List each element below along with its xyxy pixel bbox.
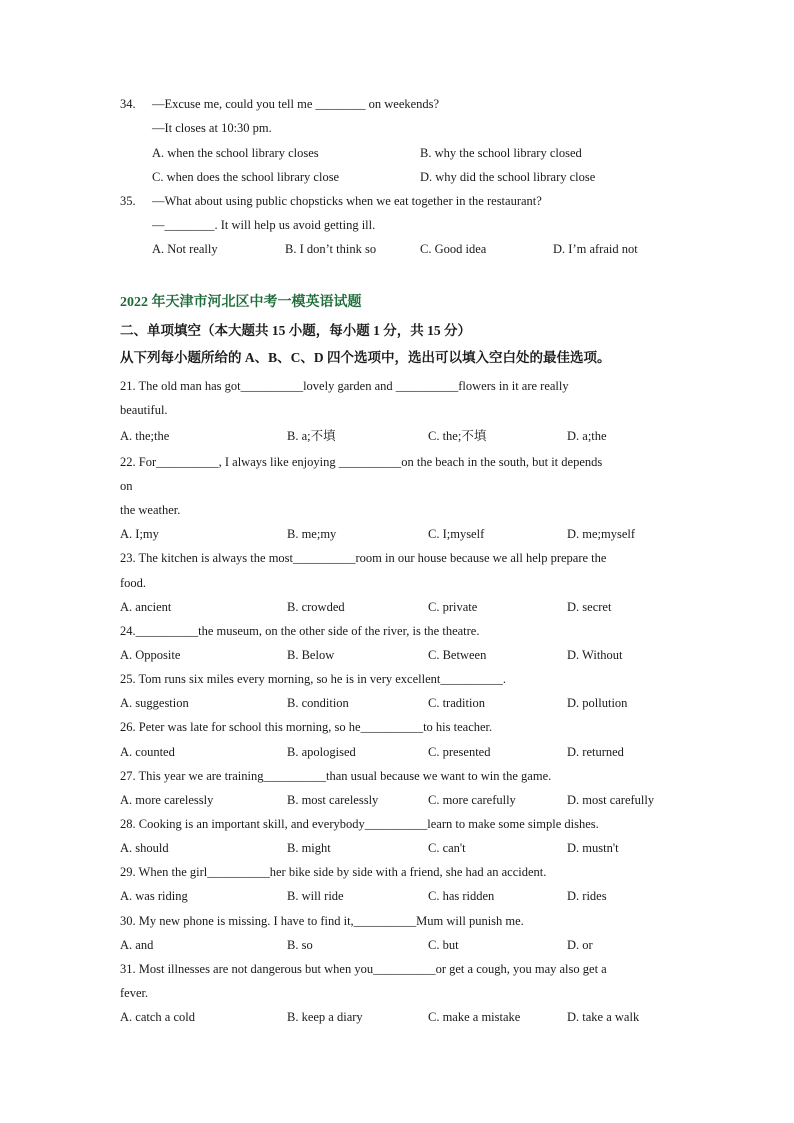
q35-line1: —What about using public chopsticks when we eat together in the restaurant? <box>152 194 542 208</box>
q26-line1: 26. Peter was late for school this morning, so he__________to his teacher. <box>120 720 493 734</box>
q35-option-c: C. Good idea <box>420 242 487 256</box>
q25-option-a: A. suggestion <box>120 696 189 710</box>
q28-option-d: D. mustn't <box>567 841 619 855</box>
q26-option-c: C. presented <box>428 745 491 759</box>
q31-option-c: C. make a mistake <box>428 1010 521 1024</box>
q25-option-c: C. tradition <box>428 696 485 710</box>
q23-option-d: D. secret <box>567 600 612 614</box>
q27-option-b: B. most carelessly <box>287 793 379 807</box>
q22-option-d: D. me;myself <box>567 527 636 541</box>
q21-line2: beautiful. <box>120 403 168 417</box>
q23-option-c: C. private <box>428 600 478 614</box>
q23-line2: food. <box>120 576 147 590</box>
q29-option-c: C. has ridden <box>428 889 495 903</box>
q29-line1: 29. When the girl__________her bike side by side with a friend, she had an accident. <box>120 865 547 879</box>
q23-line1: 23. The kitchen is always the most__________room in our house because we all help prepare the <box>120 551 607 565</box>
q34-line2: —It closes at 10:30 pm. <box>152 121 272 135</box>
q29-option-d: D. rides <box>567 889 607 903</box>
q22-option-b: B. me;my <box>287 527 337 541</box>
q24-option-c: C. Between <box>428 648 487 662</box>
q34-option-d: D. why did the school library close <box>420 170 596 184</box>
q34-option-c: C. when does the school library close <box>152 170 340 184</box>
q31-line2: fever. <box>120 986 149 1000</box>
q26-option-b: B. apologised <box>287 745 356 759</box>
q28-option-c: C. can't <box>428 841 466 855</box>
q31-option-d: D. take a walk <box>567 1010 640 1024</box>
q34-option-b: B. why the school library closed <box>420 146 582 160</box>
q21-option-b: B. a;不填 <box>287 429 336 443</box>
q30-option-c: C. but <box>428 938 459 952</box>
q31-option-b: B. keep a diary <box>287 1010 363 1024</box>
q23-option-a: A. ancient <box>120 600 172 614</box>
q24-option-a: A. Opposite <box>120 648 181 662</box>
instruction: 从下列每小题所给的 A、B、C、D 四个选项中，选出可以填入空白处的最佳选项。 <box>120 350 611 365</box>
q27-option-a: A. more carelessly <box>120 793 214 807</box>
q35-option-d: D. I’m afraid not <box>553 242 638 256</box>
q34-number: 34. <box>120 97 136 111</box>
q28-line1: 28. Cooking is an important skill, and everybody__________learn to make some simple dishes. <box>120 817 599 831</box>
q25-option-b: B. condition <box>287 696 349 710</box>
q35-line2: —________. It will help us avoid getting ill. <box>152 218 376 232</box>
q28-option-b: B. might <box>287 841 331 855</box>
q30-option-a: A. and <box>120 938 154 952</box>
q27-option-d: D. most carefully <box>567 793 655 807</box>
q35-number: 35. <box>120 194 136 208</box>
q22-option-a: A. I;my <box>120 527 159 541</box>
part-title: 二、单项填空（本大题共 15 小题，每小题 1 分，共 15 分） <box>120 323 471 338</box>
q21-option-c: C. the;不填 <box>428 429 487 443</box>
q34-line1: —Excuse me, could you tell me ________ on weekends? <box>152 97 440 111</box>
q21-option-d: D. a;the <box>567 429 607 443</box>
q30-line1: 30. My new phone is missing. I have to find it,__________Mum will punish me. <box>120 914 524 928</box>
q29-option-b: B. will ride <box>287 889 344 903</box>
q34-option-a: A. when the school library closes <box>152 146 319 160</box>
q26-option-d: D. returned <box>567 745 624 759</box>
q28-option-a: A. should <box>120 841 169 855</box>
q24-line1: 24.__________the museum, on the other side of the river, is the theatre. <box>120 624 480 638</box>
q27-option-c: C. more carefully <box>428 793 516 807</box>
q24-option-b: B. Below <box>287 648 335 662</box>
q29-option-a: A. was riding <box>120 889 188 903</box>
q30-option-d: D. or <box>567 938 593 952</box>
q22-line1: 22. For__________, I always like enjoying __________on the beach in the south, but it depends <box>120 455 603 469</box>
q22-line2: on <box>120 479 133 493</box>
q30-option-b: B. so <box>287 938 313 952</box>
q24-option-d: D. Without <box>567 648 623 662</box>
q22-line3: the weather. <box>120 503 181 517</box>
q35-option-a: A. Not really <box>152 242 218 256</box>
q25-line1: 25. Tom runs six miles every morning, so he is in very excellent__________. <box>120 672 506 686</box>
q26-option-a: A. counted <box>120 745 175 759</box>
q25-option-d: D. pollution <box>567 696 628 710</box>
q31-line1: 31. Most illnesses are not dangerous but when you__________or get a cough, you may also get a <box>120 962 607 976</box>
section-title: 2022 年天津市河北区中考一模英语试题 <box>120 295 362 310</box>
q23-option-b: B. crowded <box>287 600 345 614</box>
q21-option-a: A. the;the <box>120 429 170 443</box>
q27-line1: 27. This year we are training__________than usual because we want to win the game. <box>120 769 552 783</box>
q22-option-c: C. I;myself <box>428 527 485 541</box>
q35-option-b: B. I don’t think so <box>285 242 377 256</box>
q21-line1: 21. The old man has got__________lovely garden and __________flowers in it are really <box>120 379 569 393</box>
q31-option-a: A. catch a cold <box>120 1010 195 1024</box>
